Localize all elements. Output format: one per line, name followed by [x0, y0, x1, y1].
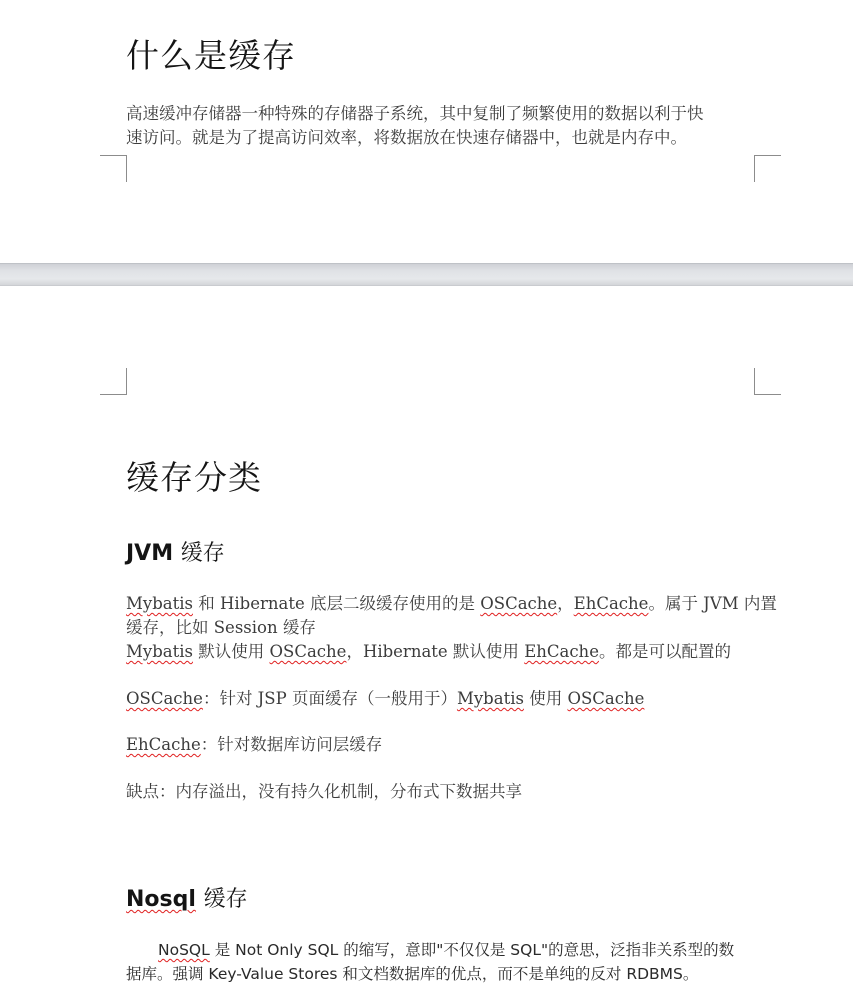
- jvm-line-2: 缓存，比如 Session 缓存: [126, 618, 316, 637]
- jvm-line-oscache: OSCache：针对 JSP 页面缓存（一般用于）Mybatis 使用 OSCache: [126, 689, 645, 708]
- jvm-line-1: Mybatis 和 Hibernate 底层二级缓存使用的是 OSCache，EhCache。属于 JVM 内置: [126, 594, 777, 613]
- paragraph-line: 速访问。就是为了提高访问效率，将数据放在快速存储器中，也就是内存中。: [126, 128, 687, 147]
- subsection-title-nosql-cache: Nosql 缓存: [126, 887, 248, 912]
- spell-flagged-word[interactable]: EhCache: [524, 642, 599, 661]
- nosql-line-1: NoSQL 是 Not Only SQL 的缩写，意即"不仅仅是 SQL"的意思，泛指非关系型的数: [158, 941, 735, 959]
- crop-mark-bottom-left: [100, 155, 127, 182]
- nosql-line-2: 据库。强调 Key-Value Stores 和文档数据库的优点，而不是单纯的反对 RDBMS。: [126, 965, 699, 983]
- spell-flagged-word[interactable]: EhCache: [573, 594, 649, 613]
- spell-flagged-word[interactable]: Mybatis: [126, 594, 193, 613]
- section-title-cache-types: 缓存分类: [126, 458, 262, 497]
- paragraph-line: 高速缓冲存储器一种特殊的存储器子系统，其中复制了频繁使用的数据以利于快: [126, 104, 704, 123]
- jvm-line-3: Mybatis 默认使用 OSCache，Hibernate 默认使用 EhCache。都是可以配置的: [126, 642, 731, 661]
- jvm-line-ehcache: EhCache：针对数据库访问层缓存: [126, 735, 383, 754]
- document-page-2: [0, 286, 853, 993]
- subsection-title-jvm-cache: JVM 缓存: [126, 541, 225, 566]
- spell-flagged-word[interactable]: OSCache: [126, 689, 203, 708]
- crop-mark-top-right: [754, 368, 781, 395]
- spell-flagged-word[interactable]: Nosql: [126, 887, 196, 912]
- spell-flagged-word[interactable]: OSCache: [480, 594, 558, 613]
- spell-flagged-word[interactable]: Mybatis: [456, 689, 524, 708]
- crop-mark-bottom-right: [754, 155, 781, 182]
- crop-mark-top-left: [100, 368, 127, 395]
- spell-flagged-word[interactable]: OSCache: [269, 642, 347, 661]
- page-break-separator: [0, 263, 853, 286]
- spell-flagged-word[interactable]: OSCache: [567, 689, 645, 708]
- jvm-line-drawbacks: 缺点：内存溢出，没有持久化机制，分布式下数据共享: [126, 782, 522, 801]
- section-title-what-is-cache: 什么是缓存: [126, 36, 296, 75]
- document-page-1: [0, 0, 853, 263]
- spell-flagged-word[interactable]: NoSQL: [158, 941, 210, 959]
- spell-flagged-word[interactable]: Mybatis: [126, 642, 193, 661]
- spell-flagged-word[interactable]: EhCache: [126, 735, 201, 754]
